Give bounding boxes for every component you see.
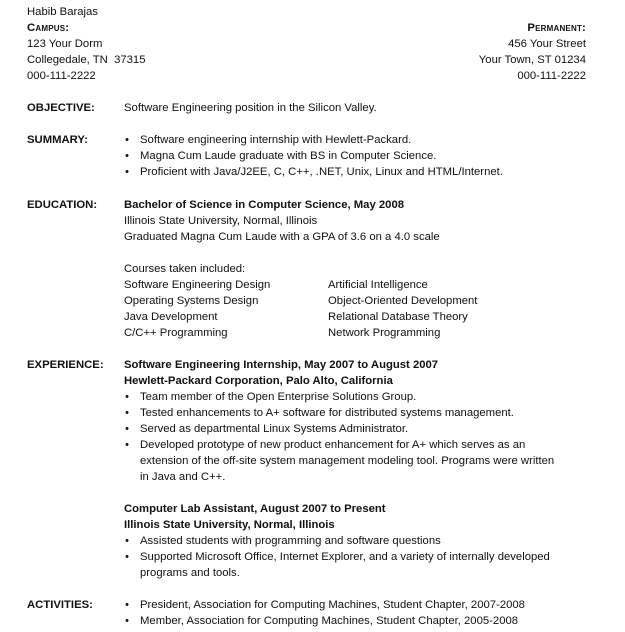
summary-heading: SUMMARY: <box>27 134 88 146</box>
campus-address-line2: Collegedale, TN 37315 <box>27 54 146 66</box>
permanent-address-line2: Your Town, ST 01234 <box>478 54 586 66</box>
job-company: Illinois State University, Normal, Illinois <box>124 519 335 531</box>
permanent-phone: 000-111-2222 <box>517 70 586 82</box>
course-item: C/C++ Programming <box>124 327 228 339</box>
degree-title: Bachelor of Science in Computer Science, May 2008 <box>124 199 405 211</box>
job-duty: • Tested enhancements to A+ software for distributed systems management. <box>124 405 604 421</box>
summary-item: • Software engineering internship with Hewlett-Packard. <box>124 132 604 148</box>
course-item: Relational Database Theory <box>328 311 468 323</box>
job-duty: • Team member of the Open Enterprise Solutions Group. <box>124 389 604 405</box>
course-item: Java Development <box>124 311 218 323</box>
job-duty: • Supported Microsoft Office, Internet Explorer, and a variety of internally developed programs and tools. <box>124 549 592 581</box>
summary-list <box>124 132 604 180</box>
job-duties <box>124 389 604 485</box>
experience-heading: EXPERIENCE: <box>27 359 104 371</box>
job-duties <box>124 533 604 581</box>
courses-grid <box>124 277 604 341</box>
job-entry <box>124 357 604 485</box>
summary-item: • Proficient with Java/J2EE, C, C++, .NET, Unix, Linux and HTML/Internet. <box>124 164 604 180</box>
activities-heading: ACTIVITIES: <box>27 599 93 611</box>
education-gpa: Graduated Magna Cum Laude with a GPA of 3.6 on a 4.0 scale <box>124 231 440 243</box>
permanent-label: Permanent: <box>527 22 586 34</box>
job-duty: • Assisted students with programming and software questions <box>124 533 604 549</box>
job-title: Software Engineering Internship, May 2007 to August 2007 <box>124 359 439 371</box>
summary-item: • Magna Cum Laude graduate with BS in Computer Science. <box>124 148 604 164</box>
course-item: Network Programming <box>328 327 441 339</box>
course-item: Software Engineering Design <box>124 279 271 291</box>
objective-text: Software Engineering position in the Silicon Valley. <box>124 102 377 114</box>
course-item: Object-Oriented Development <box>328 295 478 307</box>
courses-block <box>124 261 604 341</box>
education-school: Illinois State University, Normal, Illinois <box>124 215 318 227</box>
job-duty: • Developed prototype of new product enhancement for A+ which serves as an extension of the off-site system management modeling tool. Programs were written in Java and C++. <box>124 437 560 485</box>
education-section <box>124 197 604 245</box>
job-title: Computer Lab Assistant, August 2007 to Present <box>124 503 386 515</box>
course-item: Operating Systems Design <box>124 295 259 307</box>
job-duty: • Served as departmental Linux Systems Administrator. <box>124 421 604 437</box>
activity-item: • President, Association for Computing Machines, Student Chapter, 2007-2008 <box>124 597 604 613</box>
job-entry <box>124 501 604 581</box>
job-company: Hewlett-Packard Corporation, Palo Alto, California <box>124 375 393 387</box>
campus-address-line1: 123 Your Dorm <box>27 38 103 50</box>
applicant-name: Habib Barajas <box>27 6 98 18</box>
education-heading: EDUCATION: <box>27 199 98 211</box>
campus-label: Campus: <box>27 22 70 34</box>
courses-title: Courses taken included: <box>124 263 246 275</box>
campus-phone: 000-111-2222 <box>27 70 96 82</box>
permanent-address-line1: 456 Your Street <box>508 38 586 50</box>
activity-item: • Member, Association for Computing Machines, Student Chapter, 2005-2008 <box>124 613 604 629</box>
course-item: Artificial Intelligence <box>328 279 428 291</box>
objective-heading: OBJECTIVE: <box>27 102 95 114</box>
activities-list <box>124 597 604 629</box>
